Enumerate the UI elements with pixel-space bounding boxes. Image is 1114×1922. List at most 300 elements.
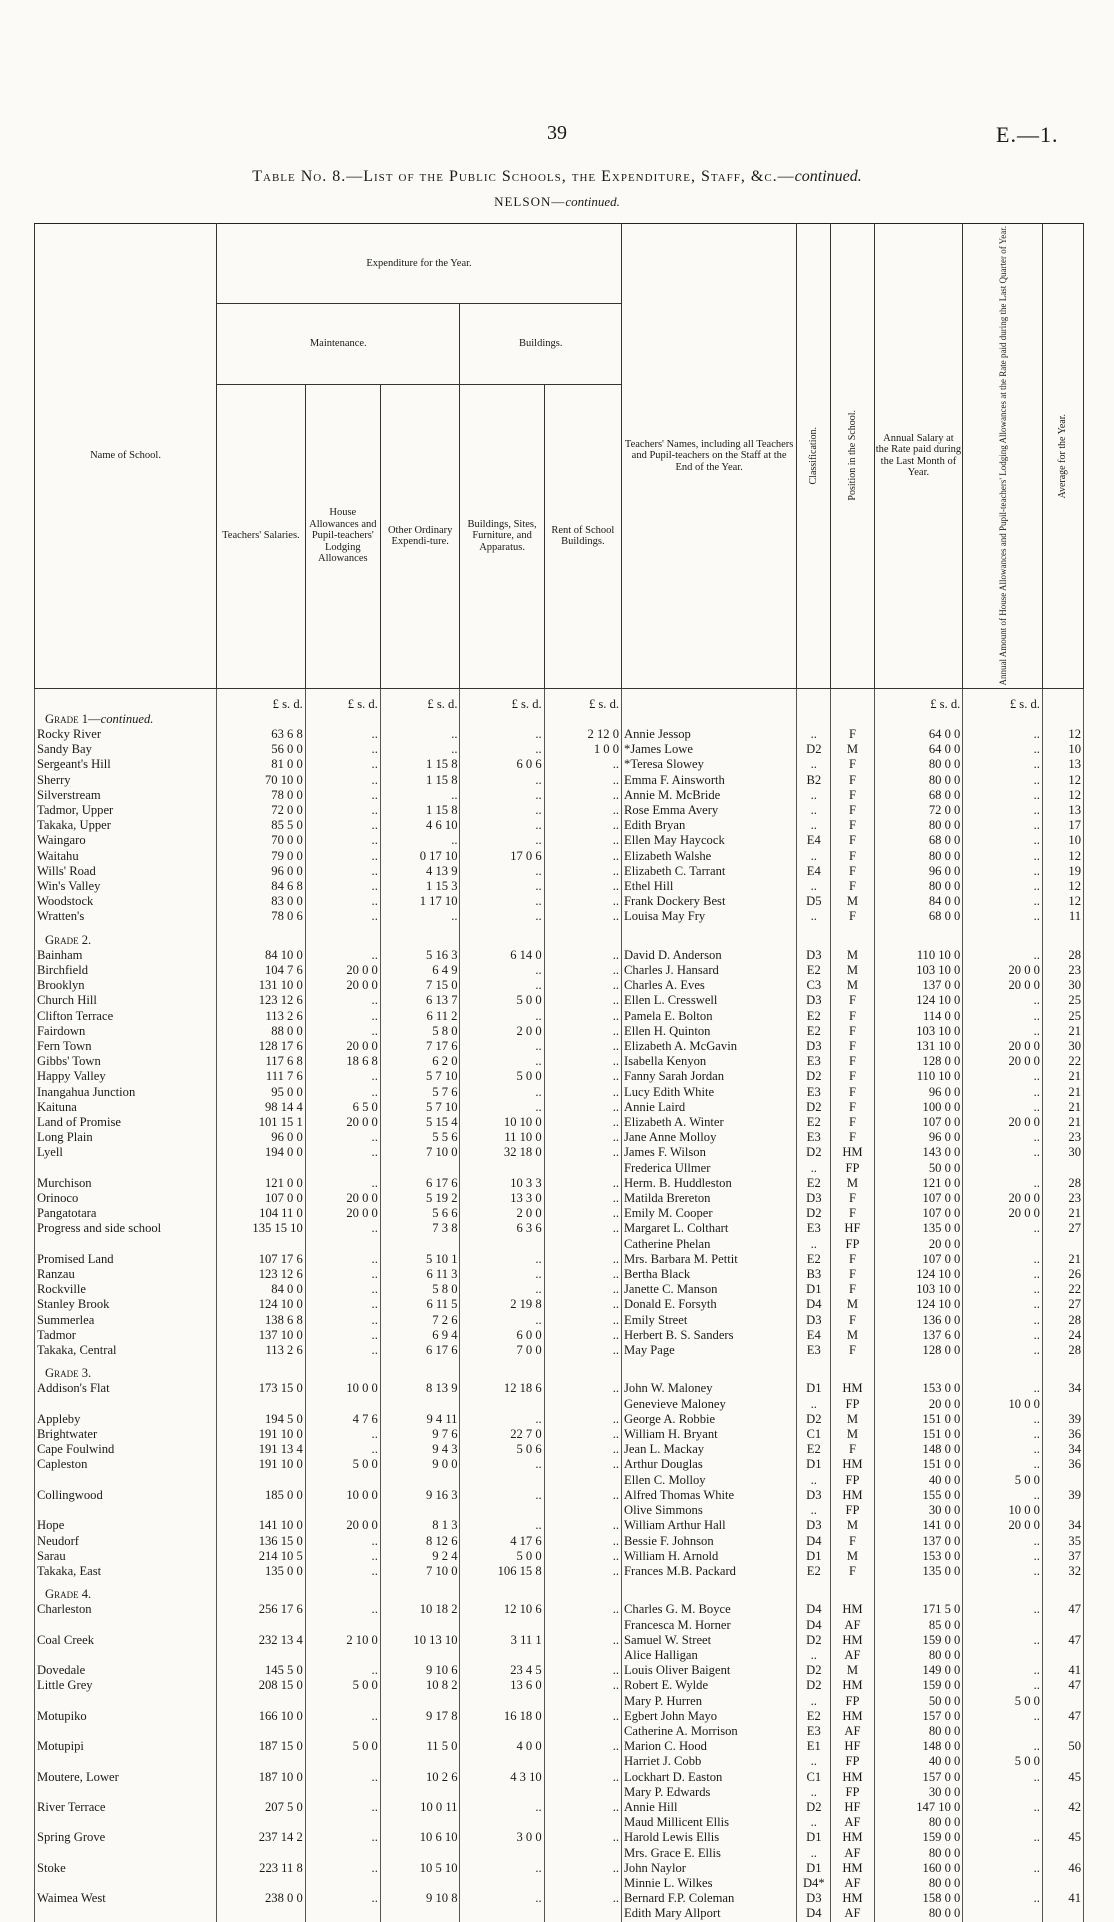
annual-salary: 103 10 0 <box>874 1282 963 1297</box>
cell-bld: 5 0 0 <box>460 1549 544 1564</box>
position: F <box>831 879 874 894</box>
average-attendance <box>1042 1473 1083 1488</box>
school-name <box>35 1161 217 1176</box>
school-name <box>35 1906 217 1921</box>
classification: D4 <box>797 1534 831 1549</box>
table-row <box>35 1397 1084 1412</box>
teacher-name: Francesca M. Horner <box>622 1618 797 1633</box>
cell-rent <box>544 1724 621 1739</box>
school-name: Moutere, Lower <box>35 1770 217 1785</box>
classification: D4* <box>797 1876 831 1891</box>
table-row <box>35 788 1084 803</box>
unit: £ s. d. <box>217 697 306 712</box>
position: HM <box>831 1709 874 1724</box>
table-body <box>35 688 1084 1922</box>
classification: D2 <box>797 1678 831 1693</box>
teacher-name: Elizabeth A. McGavin <box>622 1039 797 1054</box>
position: F <box>831 803 874 818</box>
cell-other: 1 15 3 <box>380 879 460 894</box>
school-name <box>35 1785 217 1800</box>
annual-allowance: .. <box>963 1633 1043 1648</box>
annual-salary: 80 0 0 <box>874 1815 963 1830</box>
table-row <box>35 1427 1084 1442</box>
unit: £ s. d. <box>380 697 460 712</box>
grade-heading-row <box>35 1587 1084 1602</box>
table-row <box>35 1473 1084 1488</box>
annual-allowance: .. <box>963 818 1043 833</box>
annual-salary: 80 0 0 <box>874 818 963 833</box>
position: FP <box>831 1161 874 1176</box>
cell-sal <box>217 1503 306 1518</box>
classification: E2 <box>797 1024 831 1039</box>
classification: D2 <box>797 1633 831 1648</box>
cell-other: 10 6 10 <box>380 1830 460 1845</box>
position: FP <box>831 1237 874 1252</box>
classification: .. <box>797 1754 831 1769</box>
cell-bld: .. <box>460 1800 544 1815</box>
cell-sal <box>217 1397 306 1412</box>
table-row <box>35 1381 1084 1396</box>
cell-other: 7 17 6 <box>380 1039 460 1054</box>
school-name: Takaka, Central <box>35 1343 217 1358</box>
cell-rent: .. <box>544 894 621 909</box>
teacher-name: Bernard F.P. Coleman <box>622 1891 797 1906</box>
header-annual-house: Annual Amount of House Allowances and Pupil-teachers' Lodging Allowances at the Rate paid during the Last Quarter of Year. <box>997 226 1008 686</box>
cell-rent: .. <box>544 1564 621 1579</box>
teacher-name: Donald E. Forsyth <box>622 1297 797 1312</box>
annual-salary: 171 5 0 <box>874 1602 963 1617</box>
average-attendance <box>1042 1648 1083 1663</box>
cell-sal: 70 10 0 <box>217 773 306 788</box>
teacher-name: Alfred Thomas White <box>622 1488 797 1503</box>
school-name: Stoke <box>35 1861 217 1876</box>
annual-allowance <box>963 1846 1043 1861</box>
cell-sal: 187 15 0 <box>217 1739 306 1754</box>
annual-salary: 151 0 0 <box>874 1412 963 1427</box>
average-attendance: 23 <box>1042 963 1083 978</box>
classification: D2 <box>797 1145 831 1160</box>
annual-allowance <box>963 1648 1043 1663</box>
cell-rent <box>544 1785 621 1800</box>
cell-house: .. <box>305 1830 380 1845</box>
table-row <box>35 803 1084 818</box>
cell-other: 1 15 8 <box>380 803 460 818</box>
annual-allowance: .. <box>963 1221 1043 1236</box>
table-row <box>35 1069 1084 1084</box>
unit: £ s. d. <box>305 697 380 712</box>
cell-bld <box>460 1754 544 1769</box>
cell-other: 6 9 4 <box>380 1328 460 1343</box>
school-name: Progress and side school <box>35 1221 217 1236</box>
cell-other: 6 11 3 <box>380 1267 460 1282</box>
cell-house: 5 0 0 <box>305 1457 380 1472</box>
annual-allowance <box>963 1724 1043 1739</box>
cell-bld <box>460 1724 544 1739</box>
average-attendance: 21 <box>1042 1115 1083 1130</box>
cell-house <box>305 1876 380 1891</box>
annual-allowance: 5 0 0 <box>963 1694 1043 1709</box>
teacher-name: Ellen H. Quinton <box>622 1024 797 1039</box>
cell-sal: 107 17 6 <box>217 1252 306 1267</box>
table-row <box>35 1054 1084 1069</box>
average-attendance: 23 <box>1042 1191 1083 1206</box>
cell-bld: .. <box>460 1252 544 1267</box>
cell-house: 6 5 0 <box>305 1100 380 1115</box>
cell-rent: .. <box>544 818 621 833</box>
cell-sal: 81 0 0 <box>217 757 306 772</box>
cell-sal: 208 15 0 <box>217 1678 306 1693</box>
cell-other: 10 5 10 <box>380 1861 460 1876</box>
cell-sal <box>217 1618 306 1633</box>
position: AF <box>831 1876 874 1891</box>
cell-house <box>305 1694 380 1709</box>
cell-other: 6 17 6 <box>380 1176 460 1191</box>
cell-bld: .. <box>460 833 544 848</box>
cell-rent: .. <box>544 1891 621 1906</box>
cell-other <box>380 1724 460 1739</box>
position: AF <box>831 1846 874 1861</box>
table-row <box>35 1024 1084 1039</box>
table-row <box>35 1564 1084 1579</box>
teacher-name: Herm. B. Huddleston <box>622 1176 797 1191</box>
cell-other <box>380 1161 460 1176</box>
table-row <box>35 1754 1084 1769</box>
cell-sal <box>217 1237 306 1252</box>
average-attendance: 24 <box>1042 1328 1083 1343</box>
position: M <box>831 1427 874 1442</box>
cell-sal: 223 11 8 <box>217 1861 306 1876</box>
annual-allowance: 20 0 0 <box>963 1054 1043 1069</box>
cell-house: .. <box>305 1130 380 1145</box>
position: F <box>831 1442 874 1457</box>
teacher-name: Robert E. Wylde <box>622 1678 797 1693</box>
teacher-name: Charles J. Hansard <box>622 963 797 978</box>
cell-sal <box>217 1785 306 1800</box>
cell-sal: 191 13 4 <box>217 1442 306 1457</box>
classification: D2 <box>797 1206 831 1221</box>
annual-salary: 20 0 0 <box>874 1397 963 1412</box>
cell-other <box>380 1906 460 1921</box>
table-row <box>35 1906 1084 1921</box>
school-name: Promised Land <box>35 1252 217 1267</box>
school-name <box>35 1473 217 1488</box>
cell-rent: .. <box>544 833 621 848</box>
cell-bld: .. <box>460 963 544 978</box>
annual-salary: 40 0 0 <box>874 1754 963 1769</box>
cell-other: 6 11 5 <box>380 1297 460 1312</box>
position: M <box>831 1549 874 1564</box>
cell-other: 5 7 10 <box>380 1069 460 1084</box>
cell-bld: .. <box>460 727 544 742</box>
cell-other <box>380 1876 460 1891</box>
cell-other: 10 13 10 <box>380 1633 460 1648</box>
classification: D3 <box>797 1891 831 1906</box>
annual-salary: 68 0 0 <box>874 833 963 848</box>
teacher-name: Marion C. Hood <box>622 1739 797 1754</box>
cell-rent <box>544 1503 621 1518</box>
average-attendance: 30 <box>1042 978 1083 993</box>
cell-house: 20 0 0 <box>305 1518 380 1533</box>
cell-rent: .. <box>544 1297 621 1312</box>
cell-rent: .. <box>544 1328 621 1343</box>
classification: .. <box>797 818 831 833</box>
teacher-name: Edith Mary Allport <box>622 1906 797 1921</box>
classification: D1 <box>797 1861 831 1876</box>
position: HM <box>831 1381 874 1396</box>
school-name: Birchfield <box>35 963 217 978</box>
classification: D1 <box>797 1549 831 1564</box>
table-row <box>35 742 1084 757</box>
cell-rent: .. <box>544 879 621 894</box>
average-attendance: 22 <box>1042 1054 1083 1069</box>
average-attendance: 39 <box>1042 1488 1083 1503</box>
classification: D1 <box>797 1457 831 1472</box>
cell-sal: 191 10 0 <box>217 1427 306 1442</box>
cell-rent: .. <box>544 1412 621 1427</box>
cell-rent <box>544 1815 621 1830</box>
table-row <box>35 757 1084 772</box>
cell-other: .. <box>380 909 460 924</box>
annual-salary: 96 0 0 <box>874 1130 963 1145</box>
average-attendance <box>1042 1694 1083 1709</box>
annual-allowance: .. <box>963 1328 1043 1343</box>
cell-sal: 214 10 5 <box>217 1549 306 1564</box>
classification: D3 <box>797 1039 831 1054</box>
cell-house <box>305 1906 380 1921</box>
cell-sal: 98 14 4 <box>217 1100 306 1115</box>
average-attendance: 50 <box>1042 1739 1083 1754</box>
classification: D2 <box>797 1800 831 1815</box>
cell-bld: 12 10 6 <box>460 1602 544 1617</box>
cell-rent: .. <box>544 1130 621 1145</box>
classification: D2 <box>797 1663 831 1678</box>
teacher-name: Frank Dockery Best <box>622 894 797 909</box>
classification: E2 <box>797 1009 831 1024</box>
table-row <box>35 1267 1084 1282</box>
teacher-name: George A. Robbie <box>622 1412 797 1427</box>
cell-house: 20 0 0 <box>305 1206 380 1221</box>
average-attendance: 23 <box>1042 1130 1083 1145</box>
teacher-name: Mary P. Edwards <box>622 1785 797 1800</box>
cell-rent <box>544 1876 621 1891</box>
header-rent: Rent of School Buildings. <box>544 384 621 688</box>
table-row <box>35 1861 1084 1876</box>
annual-allowance: .. <box>963 1427 1043 1442</box>
cell-rent: .. <box>544 1633 621 1648</box>
table-row <box>35 1457 1084 1472</box>
table-row <box>35 1130 1084 1145</box>
grade-heading: Grade 3. <box>45 1366 92 1381</box>
annual-salary: 124 10 0 <box>874 993 963 1008</box>
annual-allowance: .. <box>963 727 1043 742</box>
classification: .. <box>797 879 831 894</box>
table-row <box>35 727 1084 742</box>
cell-bld <box>460 1876 544 1891</box>
cell-other <box>380 1815 460 1830</box>
annual-allowance: .. <box>963 1488 1043 1503</box>
cell-sal: 85 5 0 <box>217 818 306 833</box>
cell-house: 18 6 8 <box>305 1054 380 1069</box>
position: F <box>831 1252 874 1267</box>
cell-house: .. <box>305 864 380 879</box>
cell-sal: 95 0 0 <box>217 1085 306 1100</box>
cell-other: 6 13 7 <box>380 993 460 1008</box>
cell-house: 2 10 0 <box>305 1633 380 1648</box>
cell-house: .. <box>305 1221 380 1236</box>
cell-other: 1 15 8 <box>380 757 460 772</box>
cell-sal: 137 10 0 <box>217 1328 306 1343</box>
teacher-name: Isabella Kenyon <box>622 1054 797 1069</box>
school-name: Woodstock <box>35 894 217 909</box>
annual-allowance: .. <box>963 894 1043 909</box>
table-row <box>35 1876 1084 1891</box>
cell-sal: 113 2 6 <box>217 1009 306 1024</box>
table-title <box>0 168 1114 186</box>
annual-salary: 64 0 0 <box>874 742 963 757</box>
annual-salary: 80 0 0 <box>874 1906 963 1921</box>
cell-rent: .. <box>544 978 621 993</box>
cell-rent: .. <box>544 1602 621 1617</box>
cell-sal: 84 6 8 <box>217 879 306 894</box>
cell-bld: .. <box>460 1891 544 1906</box>
cell-other: 4 6 10 <box>380 818 460 833</box>
average-attendance: 35 <box>1042 1534 1083 1549</box>
cell-sal: 84 0 0 <box>217 1282 306 1297</box>
cell-house: 10 0 0 <box>305 1488 380 1503</box>
cell-sal <box>217 1846 306 1861</box>
annual-allowance: .. <box>963 773 1043 788</box>
header-other: Other Ordinary Expendi-ture. <box>380 384 460 688</box>
teacher-name: Samuel W. Street <box>622 1633 797 1648</box>
cell-other: 8 12 6 <box>380 1534 460 1549</box>
table-row <box>35 1252 1084 1267</box>
school-name <box>35 1876 217 1891</box>
header-average: Average for the Year. <box>1057 413 1069 499</box>
annual-salary: 149 0 0 <box>874 1663 963 1678</box>
school-name: Land of Promise <box>35 1115 217 1130</box>
cell-house: .. <box>305 1800 380 1815</box>
cell-house: .. <box>305 1442 380 1457</box>
table-row <box>35 1191 1084 1206</box>
annual-allowance: 20 0 0 <box>963 1206 1043 1221</box>
cell-other: 7 10 0 <box>380 1145 460 1160</box>
grade-heading-row <box>35 933 1084 948</box>
cell-house: .. <box>305 993 380 1008</box>
cell-rent: .. <box>544 1549 621 1564</box>
cell-other: 1 15 8 <box>380 773 460 788</box>
cell-rent: .. <box>544 993 621 1008</box>
position: M <box>831 1328 874 1343</box>
position: F <box>831 1282 874 1297</box>
cell-bld: 11 10 0 <box>460 1130 544 1145</box>
school-name: Church Hill <box>35 993 217 1008</box>
school-name <box>35 1618 217 1633</box>
annual-salary: 137 0 0 <box>874 978 963 993</box>
cell-other <box>380 1237 460 1252</box>
classification: E2 <box>797 963 831 978</box>
classification: E2 <box>797 1252 831 1267</box>
annual-allowance: .. <box>963 1145 1043 1160</box>
cell-sal: 124 10 0 <box>217 1297 306 1312</box>
cell-bld: 10 10 0 <box>460 1115 544 1130</box>
cell-house: .. <box>305 948 380 963</box>
annual-allowance: .. <box>963 1085 1043 1100</box>
cell-bld: .. <box>460 1282 544 1297</box>
table-row <box>35 1412 1084 1427</box>
school-name: Long Plain <box>35 1130 217 1145</box>
average-attendance <box>1042 1846 1083 1861</box>
classification: E4 <box>797 833 831 848</box>
classification: D3 <box>797 1191 831 1206</box>
school-name: Brightwater <box>35 1427 217 1442</box>
average-attendance: 28 <box>1042 948 1083 963</box>
cell-other: 5 10 1 <box>380 1252 460 1267</box>
table-row <box>35 1503 1084 1518</box>
annual-salary: 107 0 0 <box>874 1191 963 1206</box>
cell-rent: .. <box>544 1861 621 1876</box>
cell-sal: 173 15 0 <box>217 1381 306 1396</box>
teacher-name: Ethel Hill <box>622 879 797 894</box>
table-row <box>35 1724 1084 1739</box>
teacher-name: Jean L. Mackay <box>622 1442 797 1457</box>
cell-house: .. <box>305 1009 380 1024</box>
classification: C3 <box>797 978 831 993</box>
teacher-name: Janette C. Manson <box>622 1282 797 1297</box>
annual-salary: 107 0 0 <box>874 1115 963 1130</box>
cell-house: .. <box>305 1549 380 1564</box>
classification: .. <box>797 1785 831 1800</box>
annual-salary: 157 0 0 <box>874 1709 963 1724</box>
cell-rent: .. <box>544 1800 621 1815</box>
school-name <box>35 1397 217 1412</box>
annual-allowance: .. <box>963 864 1043 879</box>
cell-bld <box>460 1397 544 1412</box>
table-row <box>35 978 1084 993</box>
classification: D2 <box>797 742 831 757</box>
classification: D3 <box>797 993 831 1008</box>
teacher-name: Olive Simmons <box>622 1503 797 1518</box>
cell-house: .. <box>305 909 380 924</box>
average-attendance: 21 <box>1042 1085 1083 1100</box>
teacher-name: William H. Arnold <box>622 1549 797 1564</box>
annual-salary: 135 0 0 <box>874 1221 963 1236</box>
cell-bld: .. <box>460 864 544 879</box>
cell-other: 10 8 2 <box>380 1678 460 1693</box>
cell-bld: 23 4 5 <box>460 1663 544 1678</box>
cell-sal: 70 0 0 <box>217 833 306 848</box>
position: HF <box>831 1739 874 1754</box>
average-attendance <box>1042 1785 1083 1800</box>
cell-rent <box>544 1397 621 1412</box>
average-attendance: 37 <box>1042 1549 1083 1564</box>
annual-allowance: .. <box>963 1602 1043 1617</box>
table-row <box>35 1770 1084 1785</box>
table-row <box>35 1800 1084 1815</box>
subtitle-main: NELSON— <box>494 194 566 209</box>
cell-rent: 1 0 0 <box>544 742 621 757</box>
position: F <box>831 1039 874 1054</box>
cell-bld: .. <box>460 879 544 894</box>
position: F <box>831 1115 874 1130</box>
teacher-name: Emily Street <box>622 1313 797 1328</box>
cell-sal: 237 14 2 <box>217 1830 306 1845</box>
teacher-name: Margaret L. Colthart <box>622 1221 797 1236</box>
school-name: Cape Foulwind <box>35 1442 217 1457</box>
classification: D3 <box>797 1313 831 1328</box>
cell-bld: 32 18 0 <box>460 1145 544 1160</box>
teacher-name: Annie Laird <box>622 1100 797 1115</box>
position: F <box>831 1206 874 1221</box>
